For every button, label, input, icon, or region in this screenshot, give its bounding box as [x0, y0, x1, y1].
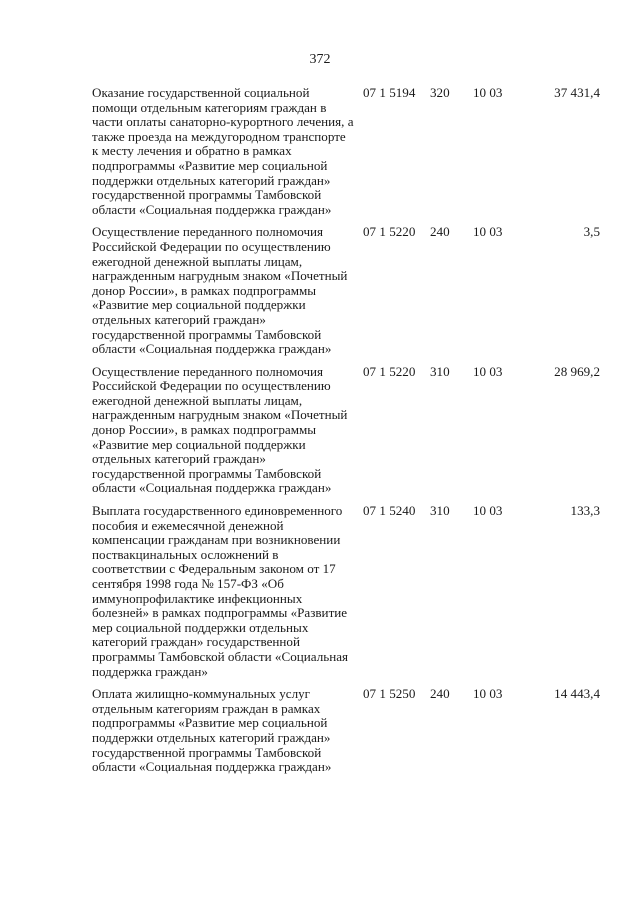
target-article-code: 07 1 5220 [363, 224, 416, 240]
page-number: 372 [309, 52, 331, 67]
expense-type-code: 240 [430, 686, 450, 702]
amount-value: 133,3 [570, 503, 600, 519]
section-subsection-code: 10 03 [473, 363, 503, 379]
amount-value: 37 431,4 [554, 85, 600, 100]
expense-type-code: 320 [430, 85, 450, 100]
amount-value: 3,5 [583, 224, 600, 240]
table-row [92, 86, 600, 217]
amount-value: 28 969,2 [554, 363, 600, 379]
section-subsection-code: 10 03 [473, 503, 503, 519]
row-description: Осуществление переданного полномочия Российской Федерации по осуществлению ежегодной денежной выплаты лицам, награжденным нагрудным знаком «Почетный донор России», в рамках подпрограммы «Развитие мер социальной поддержки отдельных категорий граждан» государственной программы Тамбовской области «Социальная поддержка граждан» [92, 363, 348, 496]
table-row [92, 504, 600, 679]
row-description: Оказание государственной социальной помощи отдельным категориям граждан в части оплаты санаторно-курортного лечения, а также проезда на междугородном транспорте к месту лечения и обратно в рамках подпрограммы «Развитие мер социальной поддержки отдельных категорий граждан» государственной программы Тамбовской области «Социальная поддержка граждан» [92, 85, 354, 217]
expense-type-code: 310 [430, 363, 450, 379]
amount-value: 14 443,4 [554, 686, 600, 702]
table-row [92, 365, 600, 496]
table-row [92, 687, 600, 775]
row-description: Осуществление переданного полномочия Российской Федерации по осуществлению ежегодной денежной выплаты лицам, награжденным нагрудным знаком «Почетный донор России», в рамках подпрограммы «Развитие мер социальной поддержки отдельных категорий граждан» государственной программы Тамбовской области «Социальная поддержка граждан» [92, 224, 348, 357]
table-row [92, 225, 600, 356]
section-subsection-code: 10 03 [473, 686, 503, 702]
expense-type-code: 310 [430, 503, 450, 519]
section-subsection-code: 10 03 [473, 224, 503, 240]
target-article-code: 07 1 5220 [363, 363, 416, 379]
target-article-code: 07 1 5250 [363, 686, 416, 702]
target-article-code: 07 1 5240 [363, 503, 416, 519]
section-subsection-code: 10 03 [473, 85, 503, 100]
expense-type-code: 240 [430, 224, 450, 240]
target-article-code: 07 1 5194 [363, 85, 416, 100]
row-description: Оплата жилищно-коммунальных услуг отдельным категориям граждан в рамках подпрограммы «Развитие мер социальной поддержки отдельных категорий граждан» государственной программы Тамбовской области «Социальная поддержка граждан» [92, 686, 332, 775]
budget-table [92, 86, 600, 783]
row-description: Выплата государственного единовременного пособия и ежемесячной денежной компенсации гражданам при возникновении поствакцинальных осложнений в соответствии с Федеральным законом от 17 сентября 1998 года № 157-ФЗ «Об иммунопрофилактике инфекционных болезней» в рамках подпрограммы «Развитие мер социальной поддержки отдельных категорий граждан» государственной программы Тамбовской области «Социальная поддержка граждан» [92, 503, 349, 679]
